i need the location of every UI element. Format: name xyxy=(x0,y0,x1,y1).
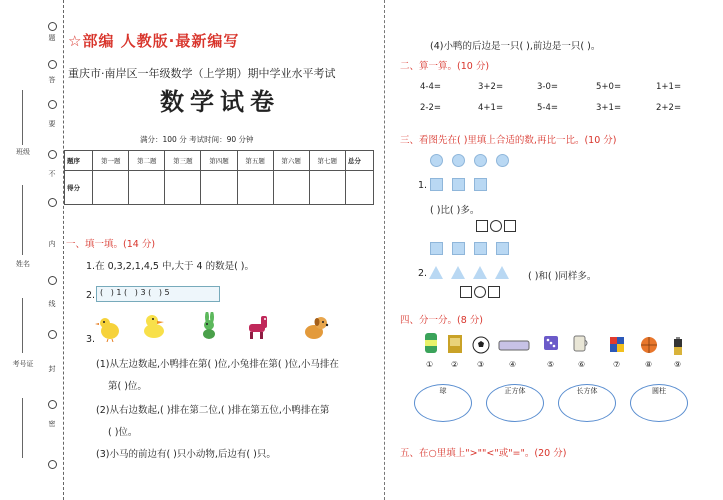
answer-box[interactable] xyxy=(460,286,472,298)
object-number: ⑥ xyxy=(578,360,586,369)
triangle-shape xyxy=(451,266,465,279)
circle-shape xyxy=(496,154,509,167)
score-cell[interactable] xyxy=(273,171,309,205)
score-cell[interactable] xyxy=(93,171,129,205)
object-number: ⑨ xyxy=(674,360,682,369)
score-header-cell: 第二题 xyxy=(129,151,165,171)
binding-text: 不 xyxy=(48,170,56,178)
binding-hole xyxy=(48,100,57,109)
q3b-text-cont: ( )位。 xyxy=(108,427,138,438)
name-field-label: 姓名 xyxy=(16,260,30,268)
binding-margin xyxy=(44,0,60,500)
binding-hole xyxy=(48,22,57,31)
section5-title: 五、在○里填上">""<"或"="。(20 分) xyxy=(400,448,567,459)
box-icon xyxy=(446,332,464,354)
group-label: 长方体 xyxy=(576,387,598,395)
object-number: ⑦ xyxy=(613,360,621,369)
score-cell[interactable] xyxy=(129,171,165,205)
score-cell[interactable] xyxy=(201,171,237,205)
calc-item: 5-4= xyxy=(537,103,559,113)
ruler-text: ( ) 1 ( ) 3 ( ) 5 xyxy=(100,288,170,297)
binding-text: 线 xyxy=(48,300,56,308)
triangle-shape xyxy=(495,266,509,279)
q3c-text: (3)小马的前边有( )只小动物,后边有( )只。 xyxy=(96,449,276,460)
triangle-shape xyxy=(429,266,443,279)
object-number: ⑤ xyxy=(547,360,555,369)
binding-dashed-line xyxy=(63,0,64,500)
score-header-cell: 第七题 xyxy=(309,151,345,171)
circle-shape xyxy=(452,154,465,167)
binding-text: 内 xyxy=(48,240,56,248)
calc-item: 2-2= xyxy=(420,103,442,113)
section3-title: 三、看图先在( )里填上合适的数,再比一比。(10 分) xyxy=(400,135,617,146)
exam-subtitle: 重庆市·南岸区一年级数学（上学期）期中学业水平考试 xyxy=(68,67,336,80)
binding-text: 密 xyxy=(48,420,56,428)
score-table xyxy=(64,150,374,205)
square-shape xyxy=(430,178,443,191)
square-shape xyxy=(474,242,487,255)
cup-icon xyxy=(572,332,590,354)
calc-item: 2+2= xyxy=(656,103,682,113)
score-header-cell: 总分 xyxy=(345,151,373,171)
score-header-cell: 第四题 xyxy=(201,151,237,171)
circle-shape xyxy=(474,154,487,167)
binding-hole xyxy=(48,198,57,207)
dice-icon xyxy=(542,332,560,354)
group-label: 球 xyxy=(439,387,447,395)
id-field-label: 考号证 xyxy=(12,360,34,368)
edition-banner: ☆部编 人教版·最新编写 xyxy=(68,32,240,50)
section4-title: 四、分一分。(8 分) xyxy=(400,315,483,326)
can-icon xyxy=(422,332,440,354)
group-label: 圆柱 xyxy=(652,387,666,395)
calc-item: 3+2= xyxy=(478,82,504,92)
horse-icon xyxy=(244,312,272,340)
item2-label: 2. xyxy=(418,268,428,279)
binding-hole xyxy=(48,276,57,285)
binding-text: 封 xyxy=(48,365,56,373)
calc-item: 3+1= xyxy=(596,103,622,113)
section1-title: 一、填一填。(14 分) xyxy=(66,239,156,250)
pencil-case-icon xyxy=(498,334,530,356)
circle-shape xyxy=(430,154,443,167)
group-oval-cube[interactable] xyxy=(486,384,544,422)
q3a-text: (1)从左边数起,小鸭排在第( )位,小兔排在第( )位,小马排在 xyxy=(96,359,339,370)
q1-text: 1.在 0,3,2,1,4,5 中,大于 4 的数是( )。 xyxy=(86,261,255,272)
binding-hole xyxy=(48,460,57,469)
class-field-label: 班级 xyxy=(16,148,30,156)
battery-icon xyxy=(672,336,684,358)
square-shape xyxy=(452,178,465,191)
section2-title: 二、算一算。(10 分) xyxy=(400,61,490,72)
q3-label: 3. xyxy=(86,334,96,345)
compare-circle[interactable] xyxy=(490,220,502,232)
object-number: ① xyxy=(426,360,434,369)
score-header-cell: 题序 xyxy=(65,151,93,171)
score-header-cell: 第六题 xyxy=(273,151,309,171)
object-number: ⑧ xyxy=(645,360,653,369)
score-row-label: 得分 xyxy=(65,171,93,205)
score-cell[interactable] xyxy=(165,171,201,205)
group-oval-cylinder[interactable] xyxy=(630,384,688,422)
rubiks-cube-icon xyxy=(608,334,626,356)
chick-icon xyxy=(95,314,123,342)
group-oval-cuboid[interactable] xyxy=(558,384,616,422)
binding-hole xyxy=(48,150,57,159)
exam-meta: 满分：100 分 考试时间：90 分钟 xyxy=(140,135,254,144)
score-header-cell: 第三题 xyxy=(165,151,201,171)
calc-item: 5+0= xyxy=(596,82,622,92)
answer-box[interactable] xyxy=(488,286,500,298)
object-number: ④ xyxy=(509,360,517,369)
object-number: ③ xyxy=(477,360,485,369)
binding-hole xyxy=(48,60,57,69)
square-shape xyxy=(496,242,509,255)
binding-hole xyxy=(48,400,57,409)
score-header-cell: 第一题 xyxy=(93,151,129,171)
exam-title: 数学试卷 xyxy=(160,87,280,116)
square-shape xyxy=(474,178,487,191)
item1-text: ( )比( )多。 xyxy=(430,205,480,216)
score-cell[interactable] xyxy=(237,171,273,205)
column-divider xyxy=(384,0,385,500)
group-label: 正方体 xyxy=(504,387,526,395)
answer-box[interactable] xyxy=(504,220,516,232)
q2-label: 2. xyxy=(86,290,96,301)
binding-text: 要 xyxy=(48,120,56,128)
triangle-shape xyxy=(473,266,487,279)
binding-hole xyxy=(48,330,57,339)
football-icon xyxy=(472,334,490,356)
basketball-icon xyxy=(640,334,658,356)
score-header-cell: 第五题 xyxy=(237,151,273,171)
item2-text: ( )和( )同样多。 xyxy=(528,271,597,282)
score-cell[interactable] xyxy=(309,171,345,205)
group-oval-ball[interactable] xyxy=(414,384,472,422)
score-cell[interactable] xyxy=(345,171,373,205)
q3a-text-cont: 第( )位。 xyxy=(108,381,147,392)
binding-text: 题 xyxy=(48,34,56,42)
calc-item: 3-0= xyxy=(537,82,559,92)
binding-text: 答 xyxy=(48,76,56,84)
q4-text: (4)小鸭的后边是一只( ),前边是一只( )。 xyxy=(430,41,601,52)
puppy-icon xyxy=(302,314,330,342)
square-shape xyxy=(430,242,443,255)
compare-circle[interactable] xyxy=(474,286,486,298)
q3b-text: (2)从右边数起,( )排在第二位,( )排在第五位,小鸭排在第 xyxy=(96,405,330,416)
duckling-icon xyxy=(140,312,168,340)
calc-item: 4-4= xyxy=(420,82,442,92)
square-shape xyxy=(452,242,465,255)
number-ruler xyxy=(96,286,220,302)
answer-box[interactable] xyxy=(476,220,488,232)
calc-item: 1+1= xyxy=(656,82,682,92)
calc-item: 4+1= xyxy=(478,103,504,113)
rabbit-icon xyxy=(195,312,223,340)
object-number: ② xyxy=(451,360,459,369)
item1-label: 1. xyxy=(418,180,428,191)
